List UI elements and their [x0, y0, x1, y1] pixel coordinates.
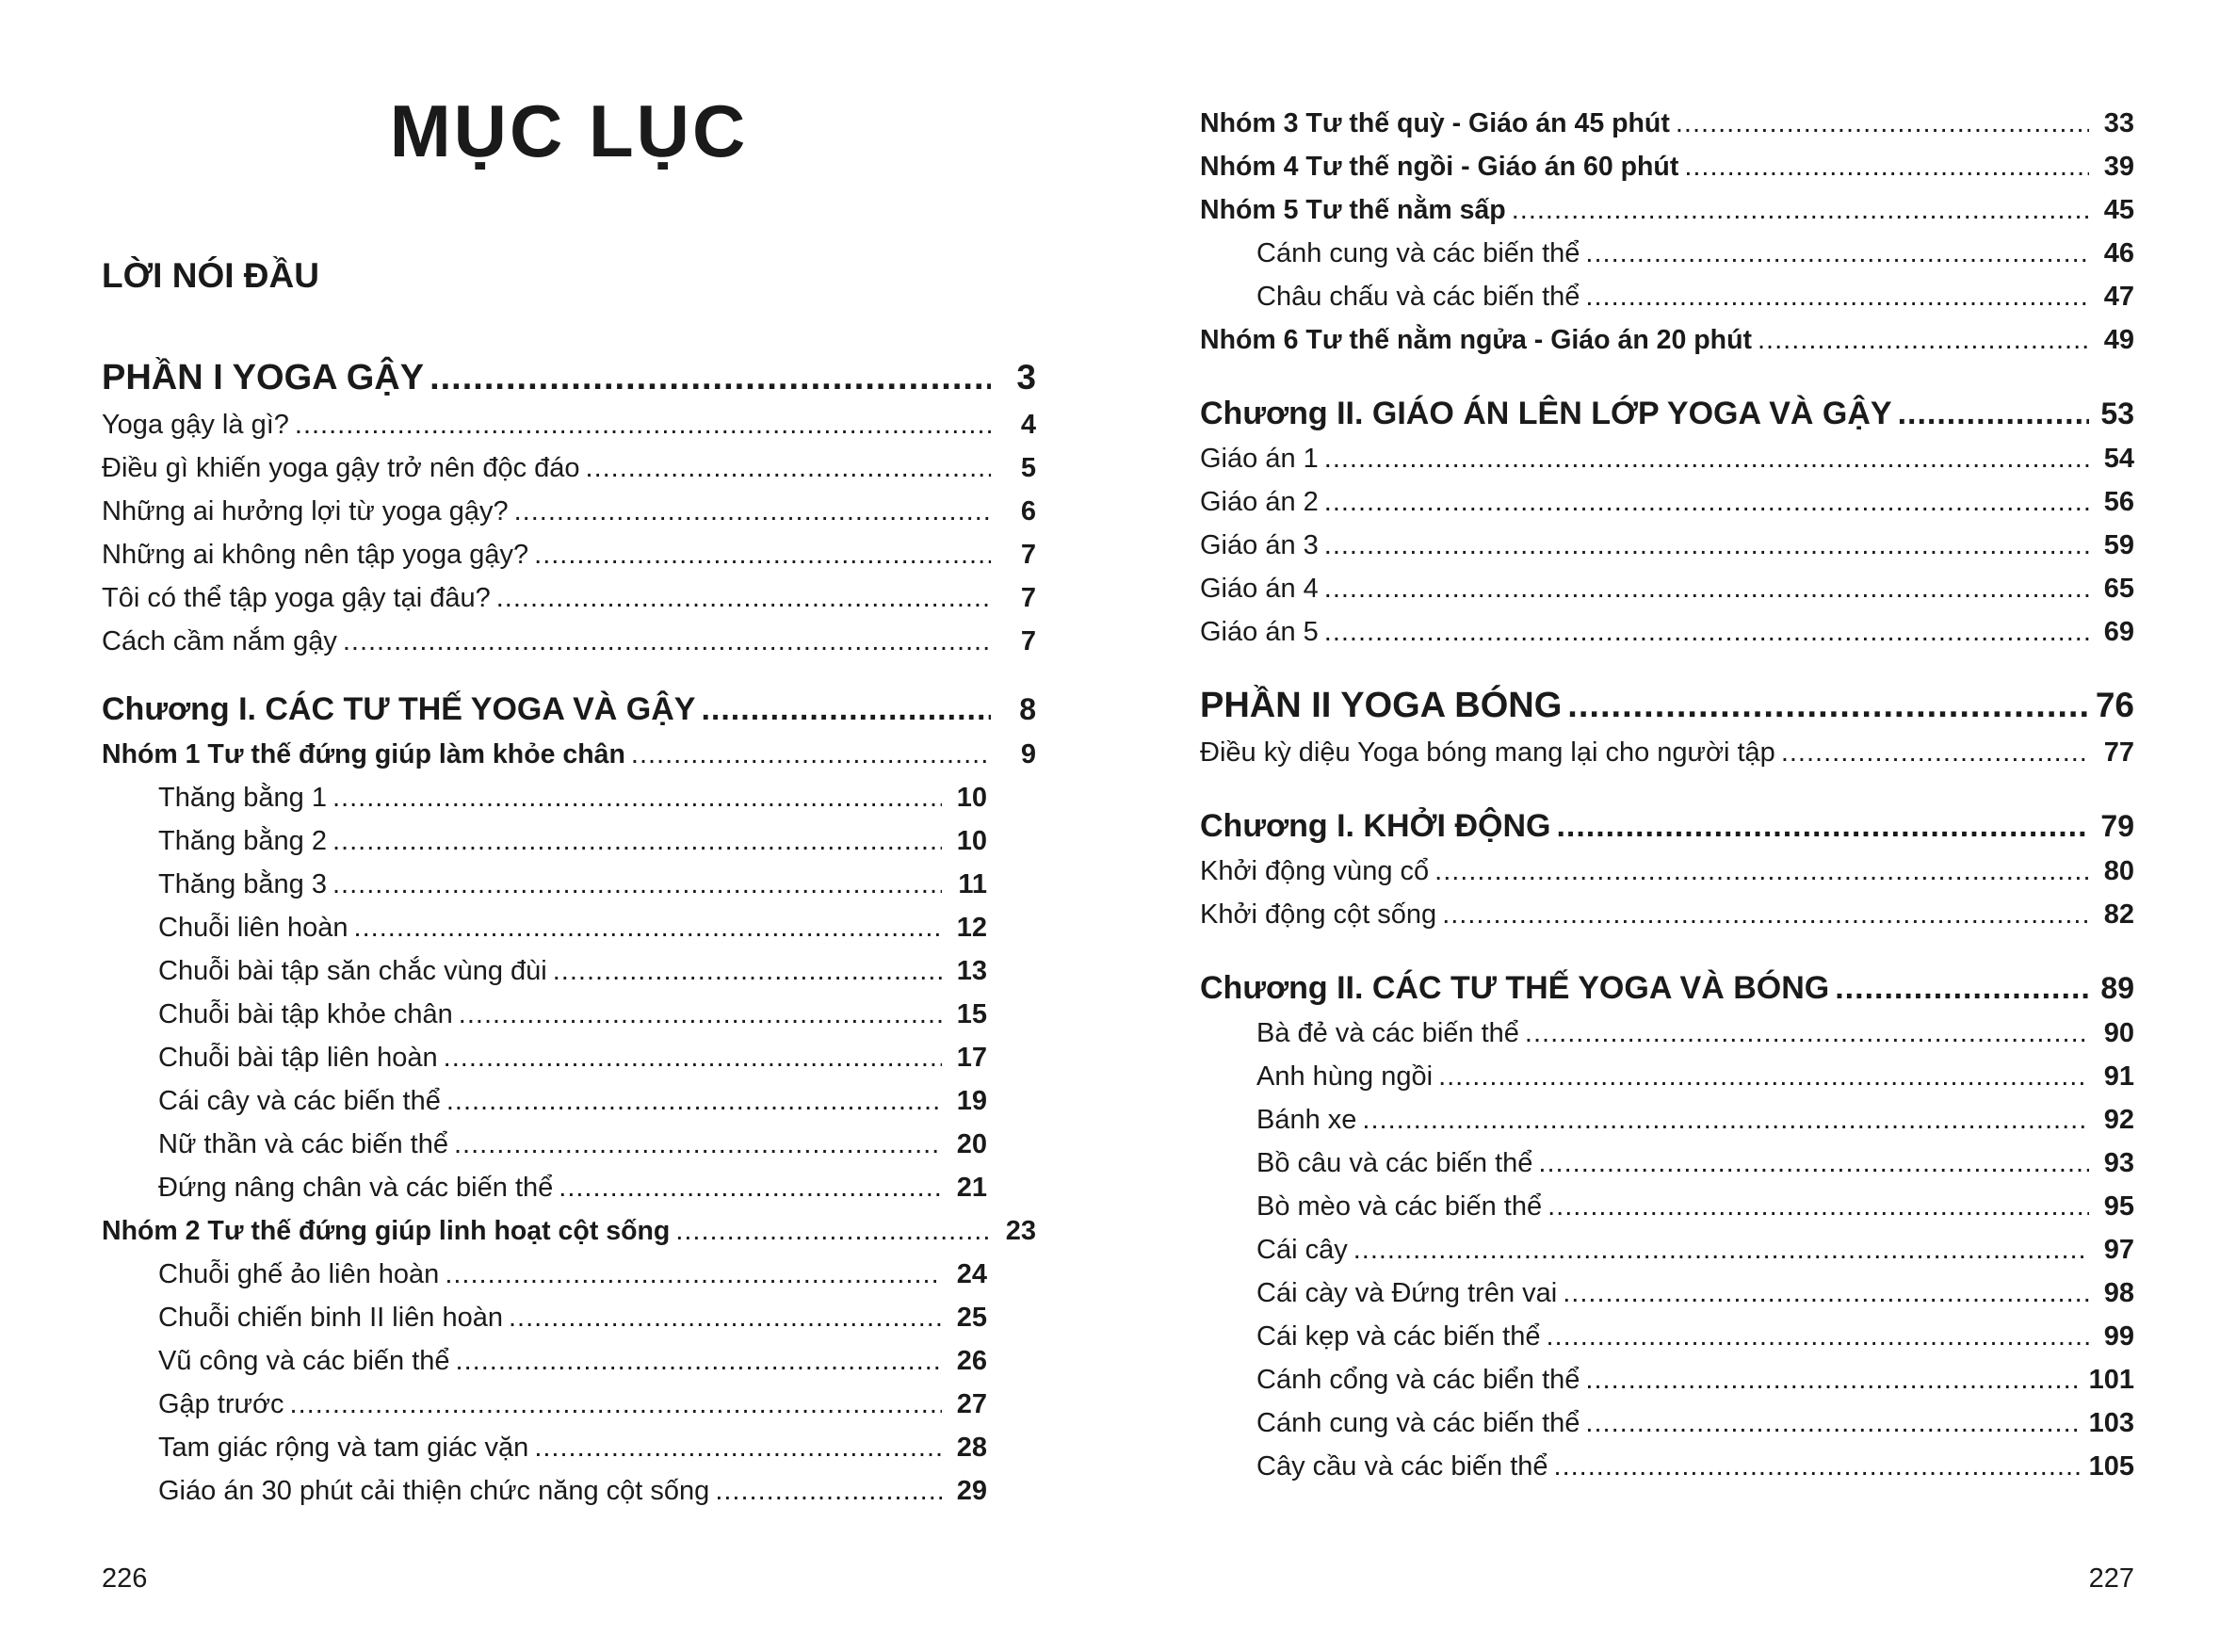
toc-entry-title: Cách cầm nắm gậy: [102, 626, 337, 656]
toc-entry-title: Cái kẹp và các biến thể: [1256, 1321, 1541, 1352]
toc-entry-page: 24: [956, 1259, 987, 1289]
toc-group-entry[interactable]: [102, 1209, 1036, 1253]
toc-sub-entry[interactable]: [102, 1296, 1036, 1339]
toc-entry-title: Giáo án 2: [1200, 487, 1319, 517]
toc-entry-page: 53: [2100, 397, 2134, 430]
dot-leader: [1567, 680, 2088, 731]
toc-entry-page: 99: [2103, 1321, 2134, 1352]
toc-entry-title: Nhóm 3 Tư thế quỳ - Giáo án 45 phút: [1200, 108, 1670, 138]
toc-entry-page: 12: [956, 913, 987, 943]
toc-sub-entry[interactable]: [102, 1123, 1036, 1166]
toc-sub-entry[interactable]: [1200, 1358, 2134, 1401]
toc-entry-page: 7: [1020, 626, 1036, 656]
dot-leader: [1324, 480, 2089, 524]
dot-leader: [295, 403, 991, 446]
toc-entry[interactable]: [1200, 437, 2134, 480]
dot-leader: [332, 863, 942, 906]
dot-leader: [1781, 731, 2089, 774]
dot-leader: [454, 1123, 942, 1166]
toc-sub-entry[interactable]: [102, 949, 1036, 993]
toc-entry-page: 11: [958, 869, 987, 899]
toc-chapter-entry[interactable]: [1200, 390, 2134, 437]
toc-sub-entry[interactable]: [1200, 1185, 2134, 1228]
left-page: [102, 0, 1036, 1652]
toc-entry-page: 65: [2103, 574, 2134, 604]
dot-leader: [354, 906, 942, 949]
dot-leader: [1512, 188, 2089, 232]
toc-sub-entry[interactable]: [1200, 1315, 2134, 1358]
dot-leader: [343, 620, 991, 663]
toc-entry-title: Gập trước: [158, 1389, 284, 1419]
toc-entry-page: 80: [2103, 856, 2134, 886]
dot-leader: [332, 819, 942, 863]
toc-sub-entry[interactable]: [1200, 1012, 2134, 1055]
toc-chapter-entry[interactable]: [102, 686, 1036, 733]
toc-group-entry[interactable]: [1200, 102, 2134, 145]
dot-leader: [1353, 1228, 2089, 1271]
toc-chapter-entry[interactable]: [1200, 802, 2134, 850]
toc-entry-page: 59: [2103, 530, 2134, 560]
dot-leader: [1324, 567, 2089, 610]
toc-sub-entry[interactable]: [102, 1253, 1036, 1296]
toc-entry-title: Những ai không nên tập yoga gậy?: [102, 540, 529, 570]
toc-sub-entry[interactable]: [102, 1079, 1036, 1123]
dot-leader: [459, 993, 942, 1036]
toc-sub-entry[interactable]: [1200, 1271, 2134, 1315]
dot-leader: [715, 1469, 942, 1513]
toc-entry-title: Nhóm 2 Tư thế đứng giúp linh hoạt cột sống: [102, 1216, 671, 1246]
toc-entry-page: 27: [956, 1389, 987, 1419]
toc-group-entry[interactable]: [102, 733, 1036, 776]
toc-entry-title: Anh hùng ngồi: [1256, 1061, 1434, 1092]
toc-entry[interactable]: [102, 576, 1036, 620]
toc-entry-title: Thăng bằng 1: [158, 783, 327, 813]
dot-leader: [445, 1253, 942, 1296]
toc-sub-entry[interactable]: [1200, 1445, 2134, 1488]
toc-entry-page: 46: [2103, 238, 2134, 268]
toc-entry-title: Bồ câu và các biến thể: [1256, 1148, 1533, 1178]
toc-sub-entry[interactable]: [102, 776, 1036, 819]
toc-entry-page: 7: [1020, 583, 1036, 613]
toc-sub-entry[interactable]: [1200, 1055, 2134, 1098]
dot-leader: [429, 352, 991, 403]
toc-entry-page: 56: [2103, 487, 2134, 517]
toc-entry-page: 21: [956, 1173, 987, 1203]
toc-entry-page: 25: [956, 1303, 987, 1333]
toc-entry-page: 17: [956, 1043, 987, 1073]
toc-entry[interactable]: [102, 403, 1036, 446]
page-title: MỤC LỤC: [389, 89, 749, 172]
toc-entry-title: Nhóm 5 Tư thế nằm sấp: [1200, 195, 1506, 225]
dot-leader: [534, 533, 991, 576]
toc-sub-entry[interactable]: [1200, 232, 2134, 275]
toc-entry-page: 105: [2088, 1451, 2134, 1482]
toc-sub-entry[interactable]: [1200, 1401, 2134, 1445]
toc-entry-page: 79: [2100, 809, 2134, 843]
toc-entry-title: Cái cây: [1256, 1235, 1348, 1265]
toc-entry[interactable]: [102, 490, 1036, 533]
toc-sub-entry[interactable]: [102, 1426, 1036, 1469]
toc-entry-page: 47: [2103, 282, 2134, 312]
toc-entry-title: Điều kỳ diệu Yoga bóng mang lại cho người tập: [1200, 737, 1775, 768]
toc-entry-title: Nhóm 1 Tư thế đứng giúp làm khỏe chân: [102, 739, 625, 769]
toc-entry-page: 19: [956, 1086, 987, 1116]
page-number: 227: [2088, 1563, 2134, 1594]
toc-entry-page: 26: [956, 1346, 987, 1376]
toc-chapter-entry[interactable]: [1200, 964, 2134, 1012]
dot-leader: [701, 686, 991, 733]
toc-entry[interactable]: [1200, 893, 2134, 936]
toc-entry-page: 3: [1016, 358, 1036, 397]
toc-entry-title: Giáo án 1: [1200, 444, 1319, 474]
toc-sub-entry[interactable]: [102, 993, 1036, 1036]
toc-entry-title: Khởi động vùng cổ: [1200, 856, 1430, 886]
dot-leader: [1554, 1445, 2082, 1488]
dot-leader: [1898, 390, 2089, 437]
toc-sub-entry[interactable]: [102, 1469, 1036, 1513]
toc-entry-page: 69: [2103, 617, 2134, 647]
toc-entry-title: Nhóm 6 Tư thế nằm ngửa - Giáo án 20 phút: [1200, 325, 1752, 355]
dot-leader: [1538, 1142, 2089, 1185]
dot-leader: [1442, 893, 2089, 936]
toc-entry-page: 91: [2103, 1061, 2134, 1092]
toc-entry-page: 45: [2103, 195, 2134, 225]
toc-sub-entry[interactable]: [102, 1166, 1036, 1209]
toc-entry-page: 95: [2103, 1191, 2134, 1222]
toc-entry-title: Chuỗi bài tập liên hoàn: [158, 1043, 438, 1073]
dot-leader: [514, 490, 991, 533]
dot-leader: [1684, 145, 2089, 188]
toc-entry-page: 77: [2103, 737, 2134, 768]
toc-entry-page: 54: [2103, 444, 2134, 474]
toc-entry-title: Giáo án 5: [1200, 617, 1319, 647]
dot-leader: [509, 1296, 942, 1339]
toc-entry-title: PHẦN II YOGA BÓNG: [1200, 686, 1563, 725]
toc-entry-title: Cái cây và các biến thể: [158, 1086, 441, 1116]
toc-entry-title: Chương II. CÁC TƯ THẾ YOGA VÀ BÓNG: [1200, 970, 1830, 1006]
dot-leader: [1585, 1401, 2081, 1445]
toc-entry[interactable]: [102, 446, 1036, 490]
dot-leader: [534, 1426, 942, 1469]
toc-entry-title: Cái cày và Đứng trên vai: [1256, 1278, 1558, 1308]
toc-entry[interactable]: [102, 620, 1036, 663]
dot-leader: [1676, 102, 2089, 145]
dot-leader: [631, 733, 991, 776]
toc-entry[interactable]: [1200, 480, 2134, 524]
dot-leader: [444, 1036, 942, 1079]
dot-leader: [1546, 1315, 2089, 1358]
toc-sub-entry[interactable]: [102, 1383, 1036, 1426]
toc-entry-page: 101: [2088, 1365, 2134, 1395]
dot-leader: [456, 1339, 942, 1383]
toc-entry-title: Bánh xe: [1256, 1105, 1357, 1135]
toc-entry-page: 10: [956, 826, 987, 856]
toc-entry-title: Châu chấu và các biến thể: [1256, 282, 1580, 312]
toc-entry-page: 10: [956, 783, 987, 813]
dot-leader: [1585, 275, 2089, 318]
toc-entry-title: PHẦN I YOGA GẬY: [102, 358, 425, 397]
toc-entry-title: Điều gì khiến yoga gậy trở nên độc đáo: [102, 453, 580, 483]
dot-leader: [675, 1209, 991, 1253]
toc-entry-page: 89: [2100, 971, 2134, 1005]
toc-part-entry[interactable]: [1200, 680, 2134, 731]
toc-entry-page: 28: [956, 1433, 987, 1463]
toc-entry-page: 6: [1020, 496, 1036, 526]
toc-entry-title: Nữ thần và các biến thể: [158, 1129, 448, 1159]
toc-entry-page: 23: [1005, 1216, 1036, 1246]
toc-entry-title: Chuỗi liên hoàn: [158, 913, 348, 943]
toc-sub-entry[interactable]: [102, 1036, 1036, 1079]
toc-sub-entry[interactable]: [1200, 275, 2134, 318]
toc-sub-entry[interactable]: [1200, 1228, 2134, 1271]
toc-entry-page: 49: [2103, 325, 2134, 355]
toc-entry-page: 103: [2088, 1408, 2134, 1438]
toc-entry-page: 90: [2103, 1018, 2134, 1048]
toc-entry-title: Cánh cổng và các biển thể: [1256, 1365, 1580, 1395]
dot-leader: [1563, 1271, 2089, 1315]
toc-entry-page: 7: [1020, 540, 1036, 570]
toc-sub-entry[interactable]: [1200, 1098, 2134, 1142]
dot-leader: [1835, 964, 2089, 1012]
toc-entry[interactable]: [1200, 610, 2134, 654]
dot-leader: [553, 949, 942, 993]
toc-entry-page: 76: [2095, 686, 2134, 724]
toc-sub-entry[interactable]: [1200, 1142, 2134, 1185]
toc-entry-page: 15: [956, 999, 987, 1029]
toc-entry-title: Khởi động cột sống: [1200, 899, 1437, 930]
toc-entry-title: Cánh cung và các biến thể: [1256, 1408, 1580, 1438]
toc-part-entry[interactable]: [102, 352, 1036, 403]
page-number: 226: [102, 1563, 148, 1594]
dot-leader: [1548, 1185, 2089, 1228]
toc-entry-page: 97: [2103, 1235, 2134, 1265]
right-page: [1200, 0, 2134, 1652]
dot-leader: [1556, 802, 2089, 850]
dot-leader: [1525, 1012, 2089, 1055]
toc-entry-page: 39: [2103, 152, 2134, 182]
toc-entry-title: Nhóm 4 Tư thế ngồi - Giáo án 60 phút: [1200, 152, 1679, 182]
toc-entry-page: 93: [2103, 1148, 2134, 1178]
toc-entry-title: Chuỗi chiến binh II liên hoàn: [158, 1303, 503, 1333]
toc-entry[interactable]: [1200, 850, 2134, 893]
toc-entry[interactable]: [1200, 731, 2134, 774]
dot-leader: [1585, 1358, 2081, 1401]
dot-leader: [1324, 437, 2089, 480]
toc-entry-page: 13: [956, 956, 987, 986]
dot-leader: [1324, 524, 2089, 567]
dot-leader: [496, 576, 991, 620]
toc-entry-title: Chuỗi ghế ảo liên hoàn: [158, 1259, 440, 1289]
toc-entry-title: Vũ công và các biến thể: [158, 1346, 450, 1376]
toc-entry-title: Giáo án 3: [1200, 530, 1319, 560]
dot-leader: [559, 1166, 942, 1209]
toc-sub-entry[interactable]: [102, 906, 1036, 949]
toc-entry-page: 9: [1020, 739, 1036, 769]
toc-entry-title: Tam giác rộng và tam giác vặn: [158, 1433, 529, 1463]
toc-sub-entry[interactable]: [102, 819, 1036, 863]
toc-group-entry[interactable]: [1200, 318, 2134, 362]
toc-entry[interactable]: [1200, 567, 2134, 610]
dot-leader: [332, 776, 942, 819]
toc-entry-page: 4: [1020, 410, 1036, 440]
toc-entry-title: Đứng nâng chân và các biến thể: [158, 1173, 554, 1203]
toc-group-entry[interactable]: [1200, 145, 2134, 188]
toc-entry-page: 33: [2103, 108, 2134, 138]
toc-entry-title: Giáo án 30 phút cải thiện chức năng cột sống: [158, 1476, 710, 1506]
toc-entry-title: Những ai hưởng lợi từ yoga gậy?: [102, 496, 509, 526]
toc-entry-title: Thăng bằng 2: [158, 826, 327, 856]
toc-entry-title: Thăng bằng 3: [158, 869, 327, 899]
toc-entry[interactable]: [1200, 524, 2134, 567]
dot-leader: [1585, 232, 2089, 275]
toc-group-entry[interactable]: [1200, 188, 2134, 232]
toc-entry-page: 92: [2103, 1105, 2134, 1135]
dot-leader: [1362, 1098, 2089, 1142]
dot-leader: [1758, 318, 2089, 362]
toc-entry-title: Giáo án 4: [1200, 574, 1319, 604]
preface-heading: LỜI NÓI ĐẦU: [102, 256, 319, 295]
dot-leader: [1434, 850, 2089, 893]
dot-leader: [586, 446, 991, 490]
toc-entry-title: Yoga gậy là gì?: [102, 410, 289, 440]
toc-entry-title: Chuỗi bài tập săn chắc vùng đùi: [158, 956, 547, 986]
toc-list-right: [1200, 102, 2134, 1488]
toc-sub-entry[interactable]: [102, 1339, 1036, 1383]
toc-entry-page: 20: [956, 1129, 987, 1159]
toc-entry-title: Chuỗi bài tập khỏe chân: [158, 999, 453, 1029]
dot-leader: [1324, 610, 2089, 654]
dot-leader: [1438, 1055, 2089, 1098]
toc-entry[interactable]: [102, 533, 1036, 576]
toc-entry-page: 98: [2103, 1278, 2134, 1308]
toc-entry-page: 5: [1020, 453, 1036, 483]
toc-entry-title: Chương I. KHỞI ĐỘNG: [1200, 808, 1551, 844]
toc-entry-title: Bà đẻ và các biến thể: [1256, 1018, 1519, 1048]
toc-entry-title: Tôi có thể tập yoga gậy tại đâu?: [102, 583, 491, 613]
toc-entry-title: Chương I. CÁC TƯ THẾ YOGA VÀ GẬY: [102, 691, 696, 727]
toc-entry-page: 29: [956, 1476, 987, 1506]
toc-entry-page: 8: [1019, 692, 1036, 726]
toc-entry-title: Bò mèo và các biến thể: [1256, 1191, 1543, 1222]
toc-sub-entry[interactable]: [102, 863, 1036, 906]
dot-leader: [290, 1383, 942, 1426]
toc-entry-page: 82: [2103, 899, 2134, 930]
dot-leader: [446, 1079, 942, 1123]
toc-entry-title: Cánh cung và các biến thể: [1256, 238, 1580, 268]
toc-entry-title: Cây cầu và các biến thể: [1256, 1451, 1548, 1482]
toc-entry-title: Chương II. GIÁO ÁN LÊN LỚP YOGA VÀ GẬY: [1200, 396, 1892, 431]
toc-list-left: [102, 352, 1036, 1513]
